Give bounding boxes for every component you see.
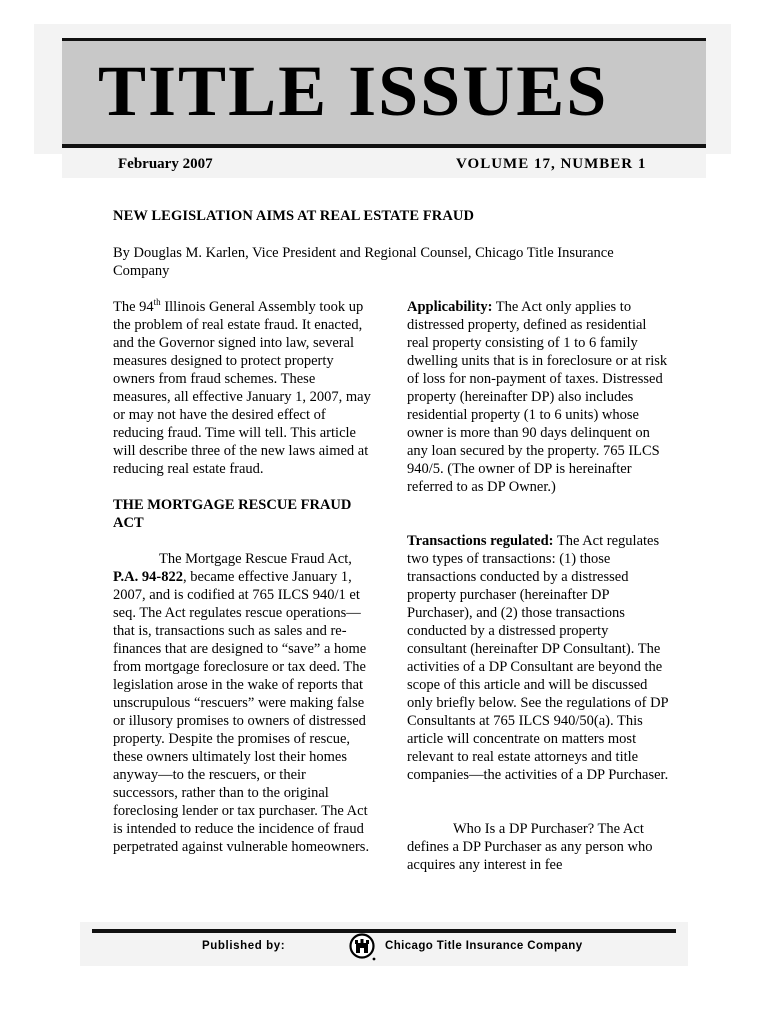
section1-text-rest: , became effective January 1, 2007, and is codified at 765 ILCS 940/1 et seq. The Act regulates rescue operations—that is, transactions such as sales and re-finances that are designed to “save” a home from mortgage foreclosure or tax deed. The legislation arose in the wake of reports that unscrupulous “rescuers” were making false or illusory promises to owners of distressed property. Despite the promises of rescue, these owners ultimately lost their homes anyway—to the rescuers, or their successors, rather than to the original foreclosing lender or tax purchaser. The Act is intended to reduce the incidence of fraud perpetrated against vulnerable homeowners. [113, 569, 370, 855]
who-paragraph: Who Is a DP Purchaser? The Act defines a DP Purchaser as any person who acquires any interest in fee [407, 821, 653, 873]
issue-date: February 2007 [118, 156, 213, 172]
left-column [113, 298, 373, 874]
intro-paragraph [113, 298, 373, 478]
section1-paragraph [113, 550, 373, 856]
applicability-text: The Act only applies to distressed property, defined as residential real property consisting of 1 to 6 family dwelling units that is in foreclosure or at risk of loss for non-payment of taxes. Distressed property (hereinafter DP) also includes residential property (1 to 6 units) whose owner is more than 90 days delinquent on any loan secured by the property. 765 ILCS 940/5. (The owner of DP is hereinafter referred to as DP Owner.) [407, 299, 668, 495]
transactions-label: Transactions regulated: [407, 533, 554, 549]
transactions-text: The Act regulates two types of transactions: (1) those transactions conducted by a distressed property purchaser (hereinafter DP Purchaser), and (2) those transactions conducted by a distressed property consultant (hereinafter DP Consultant). The activities of a DP Consultant are beyond the scope of this article and will be discussed only briefly below. See the regulations of DP Consultants at 765 ILCS 940/50(a). This article will concentrate on matters most relevant to real estate attorneys and title companies—the activities of a DP Purchaser. [407, 533, 669, 783]
section1-text-start: The Mortgage Rescue Fraud Act, [159, 551, 352, 567]
right-column [407, 298, 669, 892]
article-headline: NEW LEGISLATION AIMS AT REAL ESTATE FRAUD [113, 208, 475, 224]
section-heading-mortgage-rescue: THE MORTGAGE RESCUE FRAUD ACT [113, 497, 352, 531]
published-by-label: Published by: [202, 940, 286, 952]
intro-text-start: The 94 [113, 299, 154, 315]
applicability-label: Applicability: [407, 299, 493, 315]
newsletter-title: TITLE ISSUES [98, 51, 609, 131]
volume-number: VOLUME 17, NUMBER 1 [456, 156, 647, 172]
transactions-paragraph [407, 532, 669, 784]
applicability-paragraph [407, 298, 669, 496]
chicago-title-logo-icon [349, 933, 377, 961]
publisher-name: Chicago Title Insurance Company [385, 940, 583, 952]
footer-divider [92, 929, 676, 933]
ordinal-suffix: th [153, 297, 161, 308]
intro-text-rest: Illinois General Assembly took up the problem of real estate fraud. It enacted, and the Governor signed into law, several measures designed to protect property owners from fraud schemes. These measures, all effective January 1, 2007, may or may not have the desired effect of reducing fraud. Time will tell. This article will describe three of the new laws aimed at reducing real estate fraud. [113, 299, 371, 477]
article-byline: By Douglas M. Karlen, Vice President and Regional Counsel, Chicago Title Insurance Company [113, 245, 614, 279]
public-act-number: P.A. 94-822 [113, 569, 183, 585]
